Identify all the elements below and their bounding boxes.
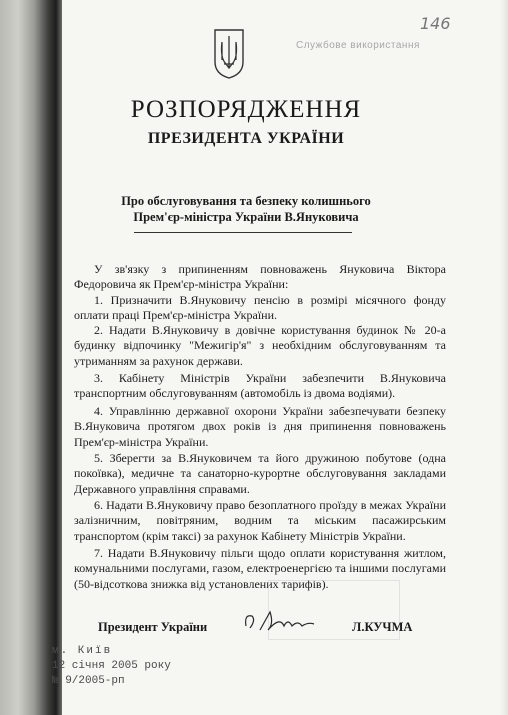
item-2: 2. Надати В.Януковичу в довічне користування будинок № 20-а будинку відпочинку "Межигір'я" з необхідним обслуговуванням та утриманням за рахунок держави. — [74, 323, 446, 368]
document-subject — [100, 193, 392, 225]
faint-stamp-text: Службове використання — [296, 40, 420, 51]
issue-city: м. Київ — [52, 645, 113, 657]
page-number: 146 — [420, 14, 451, 33]
document-title: РОЗПОРЯДЖЕННЯ — [130, 96, 362, 123]
trident-emblem-icon — [212, 28, 246, 80]
subject-underline — [134, 232, 352, 233]
subject-line-1: Про обслуговування та безпеку колишнього — [121, 194, 371, 208]
item-4: 4. Управлінню державної охорони України забезпечувати безпеку В.Януковича протягом двох років із дня припинення повноважень Прем'єр-міністра України. — [74, 404, 446, 449]
scan-binding-strip — [0, 0, 62, 715]
document-number: № 9/2005-рп — [52, 675, 125, 687]
subject-line-2: Прем'єр-міністра України В.Януковича — [133, 210, 359, 224]
item-7: 7. Надати В.Януковичу пільги щодо оплати користування житлом, комунальними послугами, газом, електроенергією та іншими послугами (50-відсоткова знижка від установлених тарифів). — [74, 546, 446, 591]
signatory-role: Президент України — [98, 620, 208, 634]
document-subtitle: ПРЕЗИДЕНТА УКРАЇНИ — [147, 130, 345, 147]
signatory-name: Л.КУЧМА — [352, 620, 413, 634]
item-1: 1. Призначити В.Януковичу пенсію в розмірі місячного фонду оплати праці Прем'єр-міністра України. — [74, 293, 446, 323]
handwritten-signature-icon — [240, 604, 320, 638]
intro-paragraph: У зв'язку з припиненням повноважень Януковича Віктора Федоровича як Прем'єр-міністра України: — [74, 262, 446, 292]
page-edge — [500, 0, 508, 715]
issue-date: 12 січня 2005 року — [52, 660, 171, 672]
item-6: 6. Надати В.Януковичу право безоплатного проїзду в межах України залізничним, повітряним, водним та міським пасажирським транспортом (крім таксі) за рахунок Кабінету Міністрів України. — [74, 498, 446, 543]
item-5: 5. Зберегти за В.Януковичем та його дружиною побутове (одна покоївка), медичне та санаторно-курортне обслуговування закладами Державного управління справами. — [74, 451, 446, 496]
item-3: 3. Кабінету Міністрів України забезпечити В.Януковича транспортним обслуговуванням (автомобіль із двома водіями). — [74, 371, 446, 401]
